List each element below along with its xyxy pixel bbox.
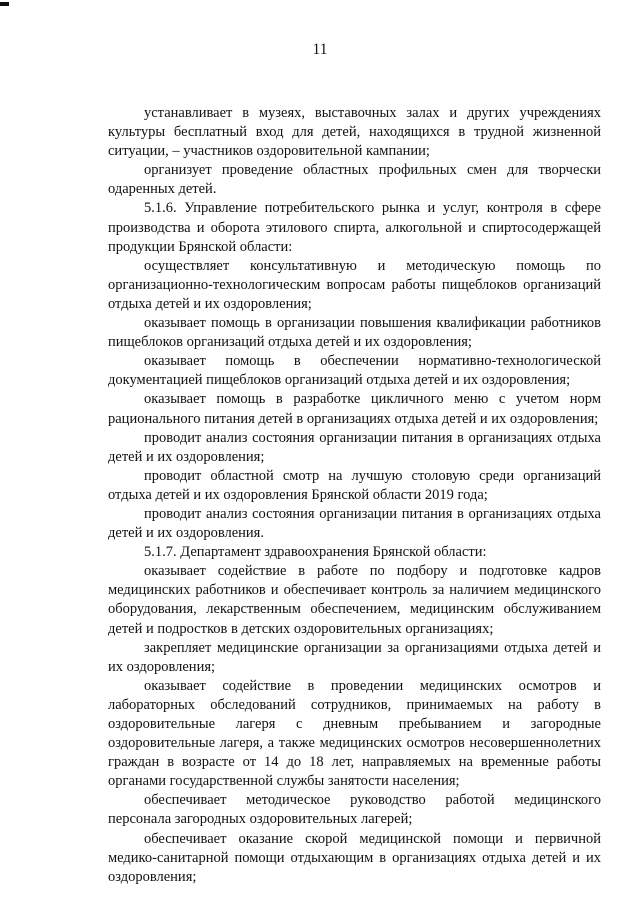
page-number: 11 <box>312 41 328 58</box>
section-heading-5-1-6: 5.1.6. Управление потребительского рынка и услуг, контроля в сфере производства и оборота этилового спирта, алкогольной и спиртосодержащей продукции Брянской области: <box>108 200 601 255</box>
paragraph: проводит областной смотр на лучшую столовую среди организаций отдыха детей и их оздоровления Брянской области 2019 года; <box>108 467 601 503</box>
paragraph: проводит анализ состояния организации питания в организациях отдыха детей и их оздоровления; <box>108 429 601 465</box>
paragraph: проводит анализ состояния организации питания в организациях отдыха детей и их оздоровления. <box>108 505 601 542</box>
paragraph: оказывает содействие в проведении медицинских осмотров и лабораторных обследований сотрудников, принимаемых на работу в оздоровительные лагеря с дневным пребыванием и загородные оздоровительные лагеря, а также медицинских осмотров несовершеннолетних граждан в возрасте от 14 до 18 лет, направляемых на временные работы органами государственной службы занятости населения; <box>108 677 601 790</box>
paragraph: обеспечивает оказание скорой медицинской помощи и первичной медико-санитарной помощи отдыхающим в организациях отдыха детей и их оздоровления; <box>108 830 601 885</box>
paragraph: оказывает помощь в разработке цикличного меню с учетом норм рационального питания детей в организациях отдыха детей и их оздоровления; <box>108 391 601 427</box>
scan-edge-mark <box>0 2 9 6</box>
paragraph: оказывает помощь в организации повышения квалификации работников пищеблоков организаций отдыха детей и их оздоровления; <box>108 315 601 351</box>
section-heading-5-1-7: 5.1.7. Департамент здравоохранения Брянской области: <box>144 544 487 561</box>
paragraph: осуществляет консультативную и методическую помощь по организационно-технологическим вопросам работы пищеблоков организаций отдыха детей и их оздоровления; <box>108 257 601 312</box>
paragraph: обеспечивает методическое руководство работой медицинского персонала загородных оздоровительных лагерей; <box>108 792 601 828</box>
paragraph: устанавливает в музеях, выставочных залах и других учреждениях культуры бесплатный вход для детей, находящихся в трудной жизненной ситуации, – участников оздоровительной кампании; <box>108 105 601 160</box>
paragraph: оказывает помощь в обеспечении нормативно-технологической документацией пищеблоков организаций отдыха детей и их оздоровления; <box>108 353 601 389</box>
paragraph: оказывает содействие в работе по подбору и подготовке кадров медицинских работников и обеспечивает контроль за наличием медицинского оборудования, лекарственным обеспечением, медицинским обслуживанием детей и подростков в детских оздоровительных организациях; <box>108 563 601 637</box>
paragraph: закрепляет медицинские организации за организациями отдыха детей и их оздоровления; <box>108 639 601 675</box>
document-body <box>108 104 601 887</box>
paragraph: организует проведение областных профильных смен для творчески одаренных детей. <box>108 162 601 198</box>
